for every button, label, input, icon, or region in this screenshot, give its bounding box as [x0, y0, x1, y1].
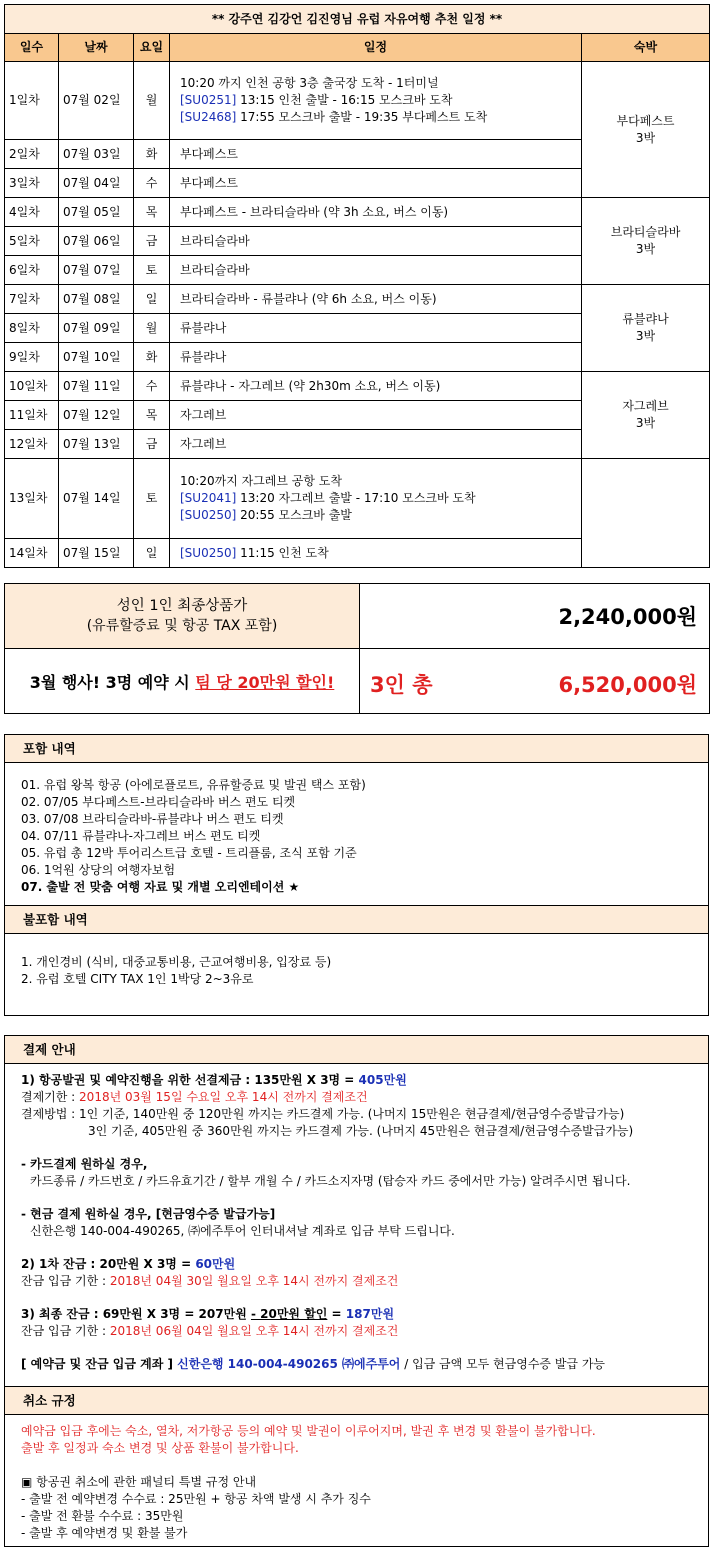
row-itinerary: 브라티슬라바 - 류블랴나 (약 6h 소요, 버스 이동) [170, 285, 582, 314]
group-amount: 6,520,000원 [558, 673, 697, 697]
row-date: 07월 02일 [59, 62, 134, 140]
flight-code: [SU2468] [180, 110, 237, 124]
balance2-deadline [21, 1323, 708, 1340]
row-date: 07월 08일 [59, 285, 134, 314]
row-weekday: 토 [134, 459, 170, 539]
penalty-title: ▣ 항공권 취소에 관한 패널티 특별 규정 안내 [21, 1475, 257, 1489]
price-sublabel: (유류할증료 및 항공 TAX 포함) [86, 618, 278, 634]
stay-cell [582, 285, 710, 372]
balance1-heading-text: 2) 1차 잔금 : 20만원 X 3명 = [21, 1257, 196, 1271]
row-date: 07월 12일 [59, 401, 134, 430]
row-date: 07월 05일 [59, 198, 134, 227]
row-weekday: 화 [134, 140, 170, 169]
balance2-discount: - 20만원 할인 [250, 1307, 328, 1321]
schedule-table [4, 4, 710, 568]
row-itinerary [170, 459, 582, 539]
payment-body [5, 1064, 708, 1387]
deadline-value: 2018년 03월 15일 수요일 오후 14시 전까지 결제조건 [79, 1090, 368, 1104]
row-day: 3일차 [5, 169, 59, 198]
row-day: 2일차 [5, 140, 59, 169]
included-item: 04. 07/11 류블랴나-자그레브 버스 편도 티켓 [21, 829, 261, 843]
row-weekday: 금 [134, 227, 170, 256]
stay-cell-empty [582, 459, 710, 568]
row-weekday: 수 [134, 372, 170, 401]
row-itinerary: 류블랴나 - 자그레브 (약 2h30m 소요, 버스 이동) [170, 372, 582, 401]
card-heading: - 카드결제 원하실 경우, [21, 1157, 148, 1171]
row-itinerary: 브라티슬라바 [170, 227, 582, 256]
row-date: 07월 03일 [59, 140, 134, 169]
row-itinerary: 부다페스트 [170, 169, 582, 198]
cancel-body [5, 1415, 708, 1542]
row-day: 13일차 [5, 459, 59, 539]
deposit-heading-text: 1) 항공발권 및 예약진행을 위한 선결제금 : 135만원 X 3명 = [21, 1073, 359, 1087]
included-item: 06. 1억원 상당의 여행자보험 [21, 863, 176, 877]
row-day: 8일차 [5, 314, 59, 343]
header-itinerary: 일정 [170, 34, 582, 62]
row-itinerary: 자그레브 [170, 401, 582, 430]
row-date: 07월 15일 [59, 539, 134, 568]
deadline-label: 잔금 입금 기한 : [21, 1274, 110, 1288]
row-itinerary [170, 62, 582, 140]
stay-nights: 3박 [635, 130, 656, 145]
row-date: 07월 11일 [59, 372, 134, 401]
row-itinerary: 부다페스트 [170, 140, 582, 169]
schedule-title: ** 강주연 김강언 김진영님 유럽 자유여행 추천 일정 ** [5, 5, 710, 34]
payment-title: 결제 안내 [5, 1036, 708, 1064]
row-weekday: 수 [134, 169, 170, 198]
balance1-heading [21, 1256, 708, 1273]
cash-heading: - 현금 결제 원하실 경우, [현금영수증 발급가능] [21, 1207, 276, 1221]
row-weekday: 목 [134, 198, 170, 227]
included-item-special: 07. 출발 전 맞춤 여행 자료 및 개별 오리엔테이션 ★ [21, 880, 300, 894]
row-day: 12일차 [5, 430, 59, 459]
account-label: [ 예약금 및 잔금 입금 계좌 ] [21, 1357, 178, 1371]
row-date: 07월 07일 [59, 256, 134, 285]
row-day: 6일차 [5, 256, 59, 285]
promo-cell [5, 649, 360, 714]
stay-cell [582, 198, 710, 285]
price-label: 성인 1인 최종상품가 [116, 598, 248, 614]
price-table [4, 583, 710, 714]
stay-nights: 3박 [635, 242, 656, 256]
row-weekday: 토 [134, 256, 170, 285]
flight-code: [SU2041] [180, 491, 237, 505]
included-item: 02. 07/05 부다페스트-브라티슬라바 버스 편도 티켓 [21, 795, 296, 809]
group-label: 3인 총 [370, 673, 433, 697]
inclusions-box [4, 734, 709, 1016]
header-day: 일수 [5, 34, 59, 62]
row-day: 14일차 [5, 539, 59, 568]
stay-nights: 3박 [635, 329, 656, 343]
row-date: 07월 10일 [59, 343, 134, 372]
deposit-method-1: 결제방법 : 1인 기준, 140만원 중 120만원 까지는 카드결제 가능. (나머지 15만원은 현금결제/현금영수증발급가능) [21, 1107, 625, 1121]
row-itinerary: 브라티슬라바 [170, 256, 582, 285]
stay-city: 브라티슬라바 [610, 225, 681, 239]
balance2-amount: 187만원 [345, 1307, 395, 1321]
included-list [5, 763, 708, 906]
price-amount: 2,240,000원 [360, 584, 710, 649]
excluded-item: 1. 개인경비 (식비, 대중교통비용, 근교여행비용, 입장료 등) [21, 955, 332, 969]
flight-code: [SU0250] [180, 545, 237, 560]
deadline-value: 2018년 04월 30일 월요일 오후 14시 전까지 결제조건 [109, 1274, 399, 1288]
stay-city: 자그레브 [622, 399, 669, 413]
row-date: 07월 13일 [59, 430, 134, 459]
row-weekday: 일 [134, 285, 170, 314]
header-date: 날짜 [59, 34, 134, 62]
row-itinerary: 부다페스트 - 브라티슬라바 (약 3h 소요, 버스 이동) [170, 198, 582, 227]
row-weekday: 목 [134, 401, 170, 430]
deadline-value: 2018년 06월 04일 월요일 오후 14시 전까지 결제조건 [109, 1324, 399, 1338]
promo-highlight: 팀 당 20만원 할인! [195, 672, 335, 692]
balance1-amount: 60만원 [195, 1257, 236, 1271]
row-date: 07월 06일 [59, 227, 134, 256]
excluded-item: 2. 유럽 호텔 CITY TAX 1인 1박당 2~3유로 [21, 972, 254, 986]
row-day: 10일차 [5, 372, 59, 401]
stay-city: 류블랴나 [622, 312, 669, 326]
itinerary-text: 10:20까지 자그레브 공항 도착 [180, 474, 342, 488]
card-detail: 카드종류 / 카드번호 / 카드유효기간 / 할부 개월 수 / 카드소지자명 (탑승자 카드 중에서만 가능) 알려주시면 됩니다. [30, 1174, 631, 1188]
itinerary-text: 13:15 인천 출발 - 16:15 모스크바 도착 [236, 93, 453, 107]
included-item: 03. 07/08 브라티슬라바-류블랴나 버스 편도 티켓 [21, 812, 284, 826]
balance2-eq: = [327, 1307, 346, 1321]
group-total-cell [360, 649, 710, 714]
flight-code: [SU0250] [180, 508, 237, 522]
excluded-title: 불포함 내역 [5, 906, 708, 934]
row-weekday: 화 [134, 343, 170, 372]
row-weekday: 일 [134, 539, 170, 568]
penalty-item: - 출발 전 환불 수수료 : 35만원 [21, 1509, 184, 1523]
included-title: 포함 내역 [5, 735, 708, 763]
deposit-amount: 405만원 [358, 1073, 407, 1087]
row-date: 07월 04일 [59, 169, 134, 198]
row-day: 4일차 [5, 198, 59, 227]
row-itinerary: 류블랴나 [170, 343, 582, 372]
deposit-heading [21, 1072, 708, 1089]
deposit-deadline [21, 1089, 708, 1106]
balance1-deadline [21, 1273, 708, 1290]
row-date: 07월 14일 [59, 459, 134, 539]
deposit-method-2: 3인 기준, 405만원 중 360만원 까지는 카드결제 가능. (나머지 45만원은 현금결제/현금영수증발급가능) [88, 1124, 634, 1138]
row-itinerary [170, 539, 582, 568]
row-day: 9일차 [5, 343, 59, 372]
row-weekday: 월 [134, 314, 170, 343]
deadline-label: 잔금 입금 기한 : [21, 1324, 110, 1338]
included-item: 05. 유럽 총 12박 투어리스트급 호텔 - 트리플룸, 조식 포함 기준 [21, 846, 357, 860]
row-day: 1일차 [5, 62, 59, 140]
itinerary-text: 17:55 모스크바 출발 - 19:35 부다페스트 도착 [236, 110, 488, 124]
account-line [21, 1356, 708, 1373]
penalty-item: - 출발 후 예약변경 및 환불 불가 [21, 1526, 188, 1540]
flight-code: [SU0251] [180, 93, 237, 107]
payment-box [4, 1035, 709, 1547]
promo-text: 3월 행사! 3명 예약 시 [29, 672, 196, 692]
row-day: 11일차 [5, 401, 59, 430]
deadline-label: 결제기한 : [21, 1090, 80, 1104]
row-weekday: 월 [134, 62, 170, 140]
included-item: 01. 유럽 왕복 항공 (아에로플로트, 유류할증료 및 발권 택스 포함) [21, 778, 366, 792]
account-value: 신한은행 140-004-490265 ㈜에주투어 [177, 1357, 401, 1371]
itinerary-text: 10:20 까지 인천 공항 3층 출국장 도착 - 1터미널 [180, 76, 439, 90]
stay-city: 부다페스트 [616, 113, 675, 128]
row-date: 07월 09일 [59, 314, 134, 343]
row-day: 5일차 [5, 227, 59, 256]
account-note: / 입금 금액 모두 현금영수증 발급 가능 [400, 1357, 606, 1371]
row-weekday: 금 [134, 430, 170, 459]
row-day: 7일차 [5, 285, 59, 314]
cancel-title: 취소 규정 [5, 1387, 708, 1415]
header-stay: 숙박 [582, 34, 710, 62]
header-weekday: 요일 [134, 34, 170, 62]
stay-cell [582, 372, 710, 459]
row-itinerary: 자그레브 [170, 430, 582, 459]
stay-nights: 3박 [635, 416, 656, 430]
balance2-heading [21, 1306, 708, 1323]
cash-detail: 신한은행 140-004-490265, ㈜에주투어 인터내셔날 계좌로 입금 부탁 드립니다. [30, 1224, 455, 1238]
price-label-cell [5, 584, 360, 649]
excluded-list [5, 934, 708, 988]
stay-cell [582, 62, 710, 198]
itinerary-text: 13:20 자그레브 출발 - 17:10 모스크바 도착 [236, 491, 476, 505]
itinerary-text: 11:15 인천 도착 [236, 545, 329, 560]
balance2-heading-text: 3) 최종 잔금 : 69만원 X 3명 = 207만원 [21, 1307, 251, 1321]
cancel-warning-1: 예약금 입금 후에는 숙소, 열차, 저가항공 등의 예약 및 발권이 이루어지며, 발권 후 변경 및 환불이 불가합니다. [21, 1424, 596, 1438]
cancel-warning-2: 출발 후 일정과 숙소 변경 및 상품 환불이 불가합니다. [21, 1441, 299, 1455]
penalty-item: - 출발 전 예약변경 수수료 : 25만원 + 항공 차액 발생 시 추가 징수 [21, 1492, 371, 1506]
itinerary-text: 20:55 모스크바 출발 [236, 508, 352, 522]
row-itinerary: 류블랴나 [170, 314, 582, 343]
